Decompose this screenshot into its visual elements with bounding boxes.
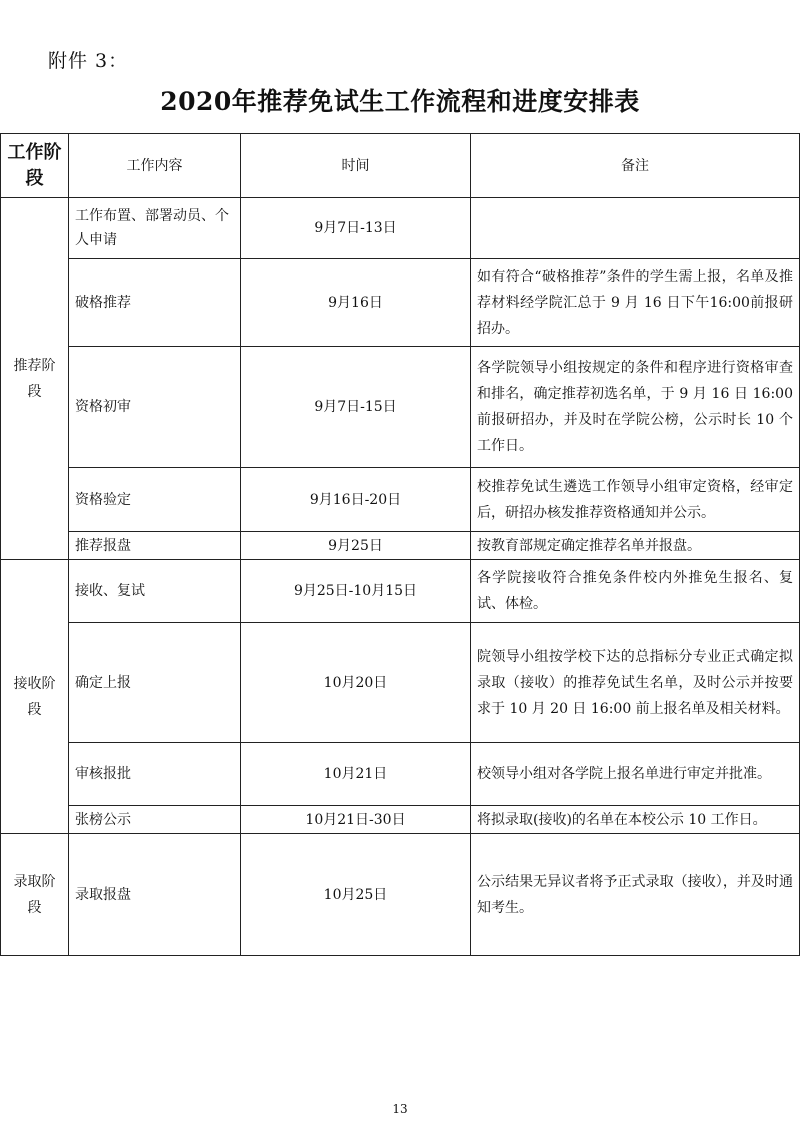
row-note: 将拟录取(接收)的名单在本校公示 10 工作日。 bbox=[471, 806, 800, 834]
row-note bbox=[471, 198, 800, 259]
row-time: 10月21日-30日 bbox=[241, 806, 471, 834]
stage-accept: 接收阶段 bbox=[1, 560, 69, 834]
row-time: 9月16日 bbox=[241, 259, 471, 347]
row-note: 按教育部规定确定推荐名单并报盘。 bbox=[471, 532, 800, 560]
row-time: 10月25日 bbox=[241, 834, 471, 956]
table-header-row bbox=[1, 134, 800, 198]
row-content: 推荐报盘 bbox=[69, 532, 241, 560]
row-time: 9月7日-15日 bbox=[241, 347, 471, 468]
table-row bbox=[1, 806, 800, 834]
row-time: 10月20日 bbox=[241, 623, 471, 743]
table-row bbox=[1, 347, 800, 468]
row-content: 确定上报 bbox=[69, 623, 241, 743]
row-content: 接收、复试 bbox=[69, 560, 241, 623]
row-time: 9月7日-13日 bbox=[241, 198, 471, 259]
row-content: 工作布置、部署动员、个人申请 bbox=[69, 198, 241, 259]
row-time: 9月25日 bbox=[241, 532, 471, 560]
row-content: 审核报批 bbox=[69, 743, 241, 806]
table-row bbox=[1, 532, 800, 560]
table-row bbox=[1, 834, 800, 956]
row-note: 校推荐免试生遴选工作领导小组审定资格，经审定后，研招办核发推荐资格通知并公示。 bbox=[471, 468, 800, 532]
row-note: 校领导小组对各学院上报名单进行审定并批准。 bbox=[471, 743, 800, 806]
row-content: 张榜公示 bbox=[69, 806, 241, 834]
column-header-note: 备注 bbox=[471, 134, 800, 198]
stage-admit: 录取阶段 bbox=[1, 834, 69, 956]
column-header-content: 工作内容 bbox=[69, 134, 241, 198]
page-number: 13 bbox=[392, 1102, 408, 1116]
table-row bbox=[1, 560, 800, 623]
schedule-table bbox=[0, 133, 800, 956]
row-time: 9月25日-10月15日 bbox=[241, 560, 471, 623]
table-row bbox=[1, 743, 800, 806]
stage-recommend: 推荐阶段 bbox=[1, 198, 69, 560]
attachment-label: 附件 3： bbox=[48, 50, 129, 72]
column-header-time: 时间 bbox=[241, 134, 471, 198]
row-time: 10月21日 bbox=[241, 743, 471, 806]
page-title: 2020年推荐免试生工作流程和进度安排表 bbox=[160, 87, 640, 116]
row-content: 录取报盘 bbox=[69, 834, 241, 956]
row-content: 资格初审 bbox=[69, 347, 241, 468]
table-row bbox=[1, 259, 800, 347]
row-note: 公示结果无异议者将予正式录取（接收），并及时通知考生。 bbox=[471, 834, 800, 956]
row-note: 各学院领导小组按规定的条件和程序进行资格审查和排名，确定推荐初选名单，于 9 月 16 日 16:00 前报研招办，并及时在学院公榜，公示时长 10 个工作日。 bbox=[471, 347, 800, 468]
row-content: 资格验定 bbox=[69, 468, 241, 532]
table-row bbox=[1, 468, 800, 532]
row-time: 9月16日-20日 bbox=[241, 468, 471, 532]
row-note: 如有符合“破格推荐”条件的学生需上报，名单及推荐材料经学院汇总于 9 月 16 日下午16:00前报研招办。 bbox=[471, 259, 800, 347]
row-note: 院领导小组按学校下达的总指标分专业正式确定拟录取（接收）的推荐免试生名单，及时公示并按要求于 10 月 20 日 16:00 前上报名单及相关材料。 bbox=[471, 623, 800, 743]
row-note: 各学院接收符合推免条件校内外推免生报名、复试、体检。 bbox=[471, 560, 800, 623]
table-row bbox=[1, 198, 800, 259]
table-row bbox=[1, 623, 800, 743]
column-header-stage: 工作阶段 bbox=[1, 134, 69, 198]
row-content: 破格推荐 bbox=[69, 259, 241, 347]
